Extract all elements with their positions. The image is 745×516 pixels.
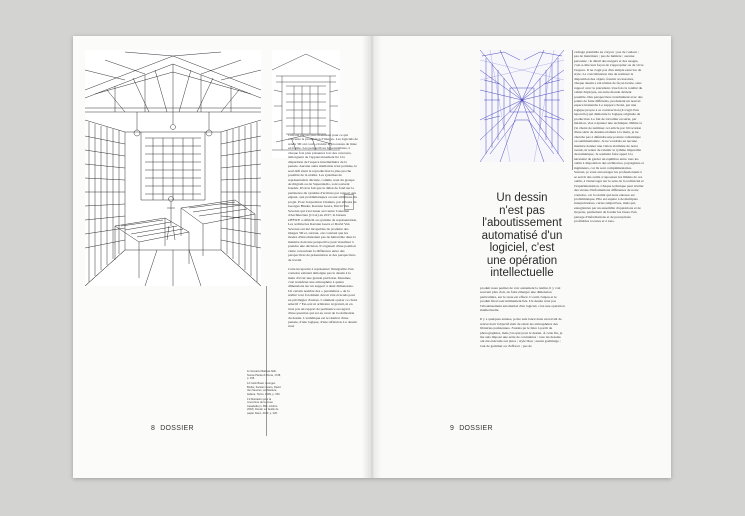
right-page xyxy=(372,36,671,478)
bookshop-interior-drawing-svg xyxy=(85,50,261,286)
page-number-right: 9 xyxy=(450,425,455,432)
body-column-2: produit nous permet de voir autrement la réalité, il y voit souvent plus clair, de faire émerger une dimension particulière, sur le reste est effacé. L'outil, l'enjeu et le produit final sont intimement liés. Un dessin n'est pas l'aboutissement automatisé d'un logiciel, c'est une opération intellectuelle. Il y a quelques années, je me suis lancé dans un travail de relevé dont l'objectif était de saisir les atmosphères des librairies parisiennes. J'aurais pu le faire à partir de photographies, mais j'ai opté pour le dessin. À cette fin, je me suis imposé une série de contraintes : tous les dessins ont été exécutés sur place ; style bleu ; aucun gommage ; tout de gommer ou d'effacer ; pas de xyxy=(480,286,565,348)
footnote-12: 12 Carlo Bassi, Georges Binder, Karsten Geers, David Van Severen, Architettura italiana, Torino, 1999, p. 150. xyxy=(247,382,281,396)
footnotes xyxy=(247,370,281,417)
section-label-right: DOSSIER xyxy=(459,425,493,432)
footnote-11: 11 Giovanni Battista Nolli, Nuova Pianta di Roma, 1748, p. 155. xyxy=(247,370,281,380)
blue-perspective-drawing xyxy=(480,50,564,162)
left-page xyxy=(73,36,372,478)
page-number: 8 xyxy=(151,425,156,432)
bookshop-interior-drawing xyxy=(85,50,261,286)
pull-quote: Un dessin n'est pas l'aboutissement automatisé d'un logiciel, c'est une opération intellectuelle xyxy=(481,192,563,279)
column-divider-right xyxy=(572,50,573,170)
body-column-3: cadrage préalable au crayon ; pas de couleur ; pas de matériaux ; pas de lumière ; aucune personne ; le détail des usagers et des usages, c'est-à-dire leur façon de s'approprier ou de vivre l'espace. Il ne s'agit pas d'un simple exercice de style. La concrétisation très de restituer la disposition des objets, fournir accessoires, chaque dessin a été réalisé de façon isolée, sans rapport avec le précédent. Une fois la totalité du cahier déployée, un autre monde devient possible. Des perspectives s'enchaînent avec des points de fuite différents, produisant un nouvel espace inattendu. Le support choisi, par une logique propre à sa construction (il s'agit d'un leporello) qui démontre la logique originale de production. Le fait de travailler en série, par itération, vise à épuiser une technique. Même si j'ai choisi de terminer cet article par l'évocation d'une série de dessins réalisés à la main, je ne cherche pas à défendre une posture romantique ou sentimentaliste. Je ne voudrais en aucune manière donner une vision alarmiste de notre avenir, ni tenter de ralentir le rythme imparable du numérique. Je souhaite faire appel à la nécessité de garder un équilibre entre tous les outils à disposition des architectes, paysagistes et ingénieurs, car ils sont complémentaires. Surtout, je veux encourager les professionnels à se servir des outils à repousser les limites de ces outils, à s'interroger sur le sens de la technicité et l'expérimentation. Chaque technique peut révéler des strates d'informations différentes de notre contexte, car la réalité qui nous entoure est problématique. Elle est sujette à de multiples interprétations, certes subjectives, mais qui, enregistrées par un ensemble d'opérations et de moyens, permettent de fonder les bases d'un partage d'informations et de perceptions profitables à toutes et à tous. xyxy=(574,50,644,224)
body-column-1: Cela est encore plus manifeste pour ce qui concerne la production d'images. Les logiciels de rendu 3D ont court-circuité le processus de mise en forme. Les perspectives hyperréalistes, à chaque fois plus présentes lors des concours, témoignent de l'appauvrissement lié à la disparition de l'espace intermédiaire de la pensée. Aucune autre médiation n'est permise, le seul défi étant la reproduction la plus proche possible de la réalité. Les systèmes de représentation décalée, comme ceux du groupe Archigram ou de Superstudio, sont souvent boudés. D'où le fait que le débat de fond sur la pertinence du système d'écriture par rapport aux enjeux, aux problématiques ou aux ambitions du projet. Pour l'exposition Chahuts, par ailleurs de Georges Binder, Karsten Geers, David Van Severen qui s'est tenue au Centre Canadien d'Architecture (CCA) en 2017, le bureau OFFICE a réfléchi au système de représentation. Les architectes Kersten Geers et David Van Severen ont été incapables de produire des images 3D et, surtout, ont constaté que les modes d'introduisaient pas de hiérarchie dans la manière dont une perspective peut visualiser à prendre une décision. Il s'agissait d'une position claire concernant la différence entre des perspectives de présentation et des perspectives de travail. Cette incapacité à représenter l'intégralité d'un contexte existant témoigne pas le dessin à la main d'avoir une grande précision. Dessiner, c'est transférer une atmosphère à quatre dimensions sur un support à deux dimensions. Un certain nombre des « paramètres » de la réalité vont forcément devoir être évacués pour en privilégier d'autres. Comment opérer ce choix sélectif ? Est-soit ni arbitraire ni gratuit, ni en n'est pas un rapport de pertinence au regard d'une question qui est au cœur de la réalisation du dessin. L'esthétique est le résultat d'une pensée, d'une logique, d'une réflexion. Le dessin n'est xyxy=(288,133,358,329)
section-label: DOSSIER xyxy=(160,425,194,432)
blue-perspective-drawing-svg xyxy=(480,50,564,162)
folio-right xyxy=(450,425,493,432)
folio-left xyxy=(151,425,194,432)
footnote-13: 13 Illustration pour la couverture de la revue Casabella (n. 890, octobre 2018). Dessin sur feuille de papier blanc, 2013, p. 226. xyxy=(247,397,279,415)
magazine-spread xyxy=(73,36,671,478)
